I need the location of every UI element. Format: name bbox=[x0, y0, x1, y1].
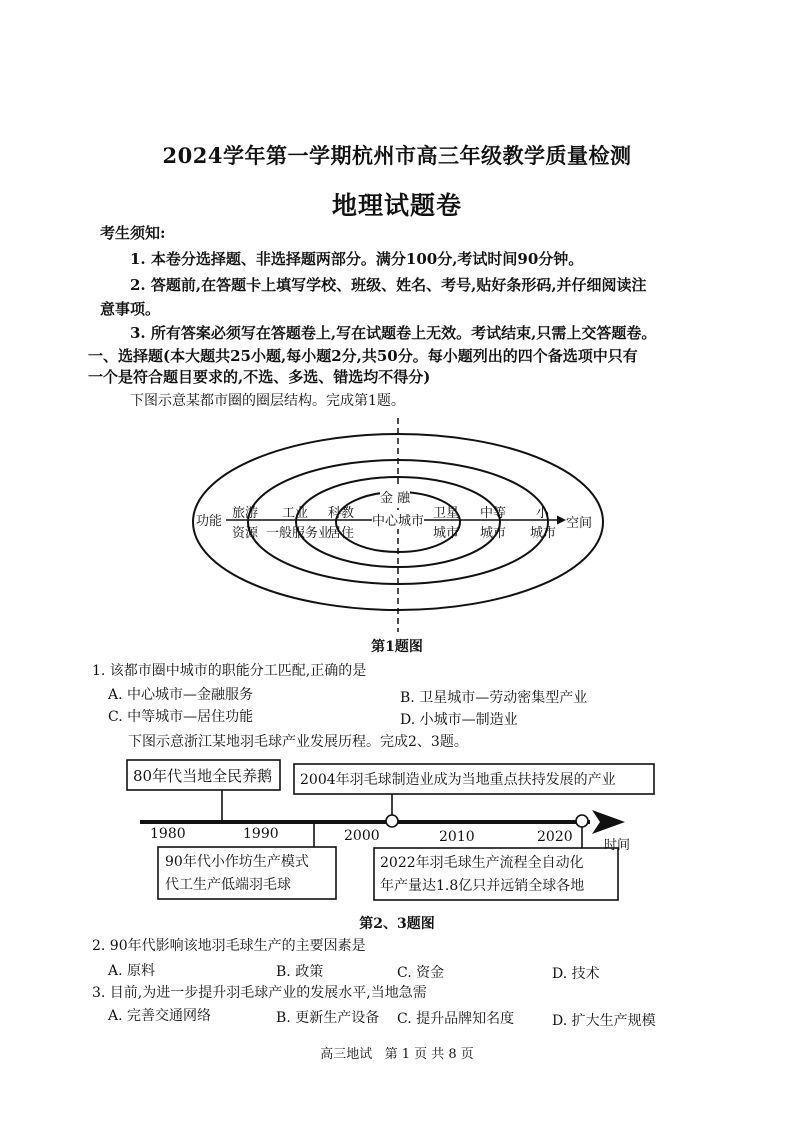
marker-2022 bbox=[576, 815, 588, 827]
page-footer: 高三地试 第 1 页 共 8 页 bbox=[320, 1047, 474, 1062]
time-arrow-icon bbox=[592, 810, 625, 834]
notice-item-2-cont: 意事项。 bbox=[100, 300, 161, 318]
fig1-caption: 第1题图 bbox=[371, 639, 423, 655]
q3-option-a: A. 完善交通网络 bbox=[108, 1008, 212, 1024]
section-heading-line2: 一个是符合题目要求的,不选、多选、错选均不得分) bbox=[88, 368, 431, 386]
q2-option-c: C. 资金 bbox=[397, 965, 445, 981]
q2-option-d: D. 技术 bbox=[552, 966, 600, 982]
exam-title: 2024学年第一学期杭州市高三年级教学质量检测 bbox=[162, 143, 632, 168]
q2-option-a: A. 原料 bbox=[108, 963, 156, 979]
fig1-label-general-service: 一般服务业 bbox=[266, 526, 332, 541]
notice-item-2: 2. 答题前,在答题卡上填写学校、班级、姓名、考号,贴好条形码,并仔细阅读注 bbox=[130, 276, 647, 294]
fig1-top-label: 金 融 bbox=[380, 487, 410, 506]
fig2-box-80s: 80年代当地全民养鹅 bbox=[133, 767, 273, 785]
notice-item-3: 3. 所有答案必须写在答题卷上,写在试题卷上无效。考试结束,只需上交答题卷。 bbox=[130, 324, 657, 342]
q2-option-b: B. 政策 bbox=[276, 964, 324, 980]
fig2-year-2000: 2000 bbox=[344, 828, 380, 844]
fig1-label-industry: 工业 bbox=[282, 506, 309, 521]
section-heading-line1: 一、选择题(本大题共25小题,每小题2分,共50分。每小题列出的四个备选项中只有 bbox=[88, 347, 638, 365]
q3-option-b: B. 更新生产设备 bbox=[276, 1010, 380, 1026]
fig2-axis-label: 时间 bbox=[604, 838, 631, 853]
exam-subtitle: 地理试题卷 bbox=[331, 191, 462, 220]
fig1-label-satellite-city: 城市 bbox=[433, 526, 460, 541]
q1-option-a: A. 中心城市—金融服务 bbox=[108, 687, 254, 703]
fig2-box-90s-line2: 代工生产低端羽毛球 bbox=[165, 877, 291, 893]
fig1-label-residence: 居住 bbox=[328, 526, 355, 541]
fig2-year-2020: 2020 bbox=[537, 829, 573, 845]
fig1-axis-right: 空间 bbox=[566, 516, 593, 531]
fig1-label-small-city: 城市 bbox=[530, 526, 557, 541]
fig1-label-medium-city: 城市 bbox=[480, 526, 507, 541]
fig2-box-90s-line1: 90年代小作坊生产模式 bbox=[165, 854, 309, 870]
fig1-label-science: 科教 bbox=[328, 506, 355, 521]
fig2-caption: 第2、3题图 bbox=[359, 916, 435, 932]
q1-option-c: C. 中等城市—居住功能 bbox=[108, 709, 254, 725]
fig1-label-resources: 资源 bbox=[232, 526, 259, 541]
q1-option-b: B. 卫星城市—劳动密集型产业 bbox=[400, 690, 588, 706]
fig1-label-tourism: 旅游 bbox=[232, 506, 259, 521]
notice-item-1: 1. 本卷分选择题、非选择题两部分。满分100分,考试时间90分钟。 bbox=[130, 250, 584, 268]
fig2-box-2004: 2004年羽毛球制造业成为当地重点扶持发展的产业 bbox=[300, 772, 616, 788]
fig2-box-2022-line1: 2022年羽毛球生产流程全自动化 bbox=[380, 855, 584, 871]
fig2-box-2022-line2: 年产量达1.8亿只并远销全球各地 bbox=[380, 878, 585, 894]
notice-heading: 考生须知: bbox=[100, 224, 166, 242]
marker-2004 bbox=[386, 815, 398, 827]
fig1-axis-left: 功能 bbox=[196, 514, 223, 529]
fig2-year-1980: 1980 bbox=[150, 826, 186, 842]
q3-option-d: D. 扩大生产规模 bbox=[552, 1013, 656, 1029]
fig2-year-2010: 2010 bbox=[439, 829, 475, 845]
q3-stem: 3. 目前,为进一步提升羽毛球产业的发展水平,当地急需 bbox=[92, 985, 427, 1001]
fig2-year-1990: 1990 bbox=[243, 826, 279, 842]
q1-stem: 1. 该都市圈中城市的职能分工匹配,正确的是 bbox=[92, 663, 367, 679]
fig1-label-satellite: 卫星 bbox=[433, 506, 460, 521]
q1-option-d: D. 小城市—制造业 bbox=[400, 712, 518, 728]
fig2-intro: 下图示意浙江某地羽毛球产业发展历程。完成2、3题。 bbox=[128, 734, 468, 750]
fig1-label-medium: 中等 bbox=[480, 506, 507, 521]
q2-stem: 2. 90年代影响该地羽毛球生产的主要因素是 bbox=[92, 938, 366, 954]
fig1-label-center-city: 中心城市 bbox=[372, 510, 424, 529]
fig1-label-small: 小 bbox=[536, 506, 550, 521]
q3-option-c: C. 提升品牌知名度 bbox=[397, 1011, 515, 1027]
fig1-intro: 下图示意某都市圈的圈层结构。完成第1题。 bbox=[130, 393, 405, 409]
